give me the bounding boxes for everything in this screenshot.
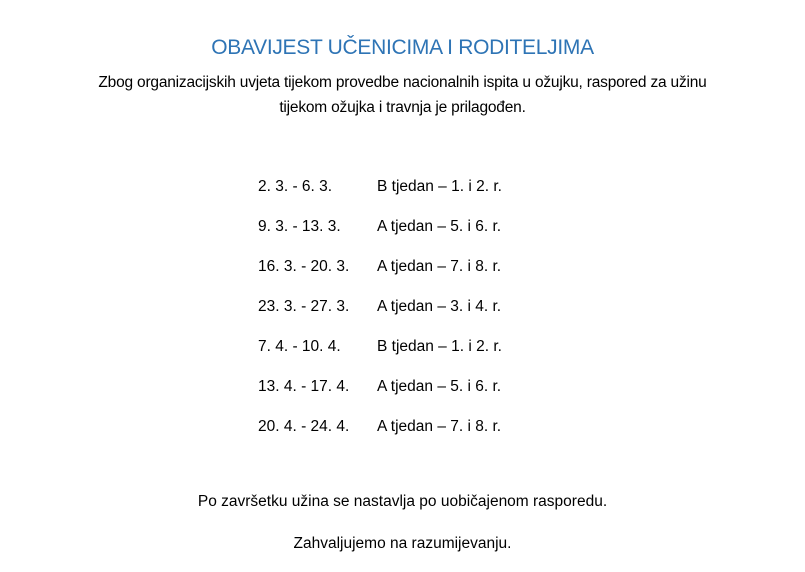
intro-line: Zbog organizacijskih uvjeta tijekom provedbe nacionalnih ispita u ožujku, raspored za užinu [98,74,707,91]
schedule-dates: 9. 3. - 13. 3. [258,218,341,235]
schedule-week: A tjedan – 7. i 8. r. [377,258,502,275]
schedule-row [258,416,502,456]
schedule-dates: 20. 4. - 24. 4. [258,418,350,435]
footer-thanks: Zahvaljujemo na razumijevanju. [293,535,512,552]
schedule-row [258,336,502,376]
schedule-dates: 13. 4. - 17. 4. [258,378,350,395]
schedule-week: B tjedan – 1. i 2. r. [377,178,502,195]
schedule-row [258,296,502,336]
schedule-week: B tjedan – 1. i 2. r. [377,338,502,355]
schedule-row [258,376,502,416]
schedule-list [258,176,502,456]
schedule-dates: 16. 3. - 20. 3. [258,258,350,275]
schedule-dates: 2. 3. - 6. 3. [258,178,333,195]
intro-paragraph [10,70,795,120]
schedule-dates: 23. 3. - 27. 3. [258,298,350,315]
schedule-row [258,216,502,256]
schedule-week: A tjedan – 5. i 6. r. [377,378,502,395]
schedule-dates: 7. 4. - 10. 4. [258,338,341,355]
schedule-row [258,256,502,296]
schedule-week: A tjedan – 3. i 4. r. [377,298,502,315]
intro-line: tijekom ožujka i travnja je prilagođen. [279,99,526,116]
schedule-week: A tjedan – 5. i 6. r. [377,218,502,235]
footer-note: Po završetku užina se nastavlja po uobičajenom rasporedu. [197,493,608,510]
notice-title: OBAVIJEST UČENICIMA I RODITELJIMA [211,36,594,59]
schedule-week: A tjedan – 7. i 8. r. [377,418,502,435]
schedule-row [258,176,502,216]
